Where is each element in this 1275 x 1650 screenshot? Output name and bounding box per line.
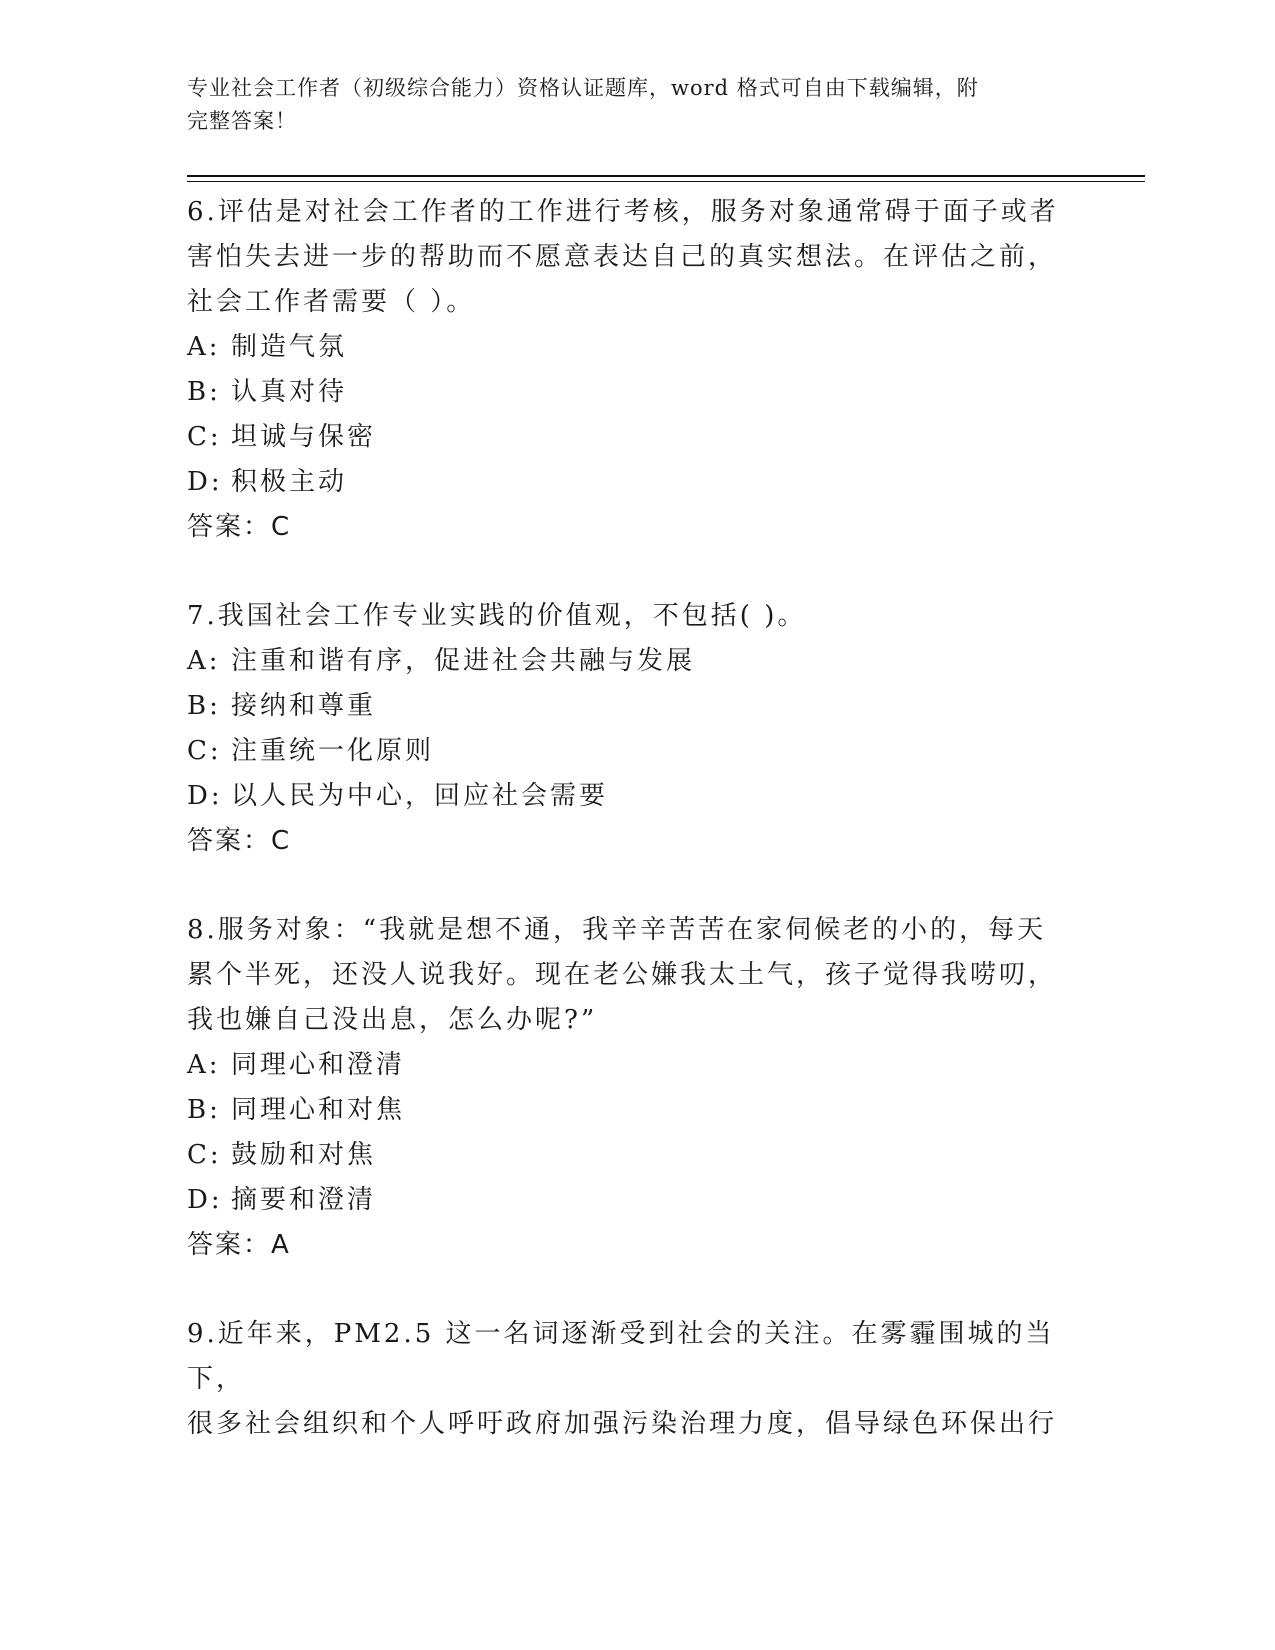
answer-line: 答案：C (187, 512, 292, 542)
question-6 (187, 190, 1087, 550)
option-d (187, 1178, 1087, 1223)
option-b (187, 684, 1087, 729)
option-letter: B: (187, 691, 221, 721)
option-letter: B: (187, 1095, 221, 1125)
option-c (187, 729, 1087, 774)
option-text: 同理心和对焦 (231, 1095, 406, 1125)
option-text: 同理心和澄清 (231, 1050, 406, 1080)
option-a (187, 639, 1087, 684)
question-stem-line: 累个半死，还没人说我好。现在老公嫌我太土气，孩子觉得我唠叨， (187, 960, 1058, 990)
question-stem-line: 6.评估是对社会工作者的工作进行考核，服务对象通常碍于面子或者 (187, 197, 1059, 227)
header-line-2: 完整答案！ (187, 109, 297, 133)
option-b (187, 1088, 1087, 1133)
page-header (187, 72, 1067, 138)
option-a (187, 1043, 1087, 1088)
question-9 (187, 1312, 1087, 1447)
question-7 (187, 594, 1087, 864)
question-stem-line: 7.我国社会工作专业实践的价值观，不包括( )。 (187, 601, 807, 631)
option-text: 认真对待 (231, 377, 348, 407)
option-letter: C: (187, 1140, 222, 1170)
header-line-1: 专业社会工作者（初级综合能力）资格认证题库，word 格式可自由下载编辑，附 (187, 76, 979, 100)
answer-line: 答案：A (187, 1230, 291, 1260)
option-text: 制造气氛 (231, 332, 348, 362)
option-letter: A: (187, 332, 221, 362)
option-letter: B: (187, 377, 221, 407)
option-letter: D: (187, 1185, 223, 1215)
option-letter: D: (187, 467, 223, 497)
option-letter: D: (187, 781, 223, 811)
option-d (187, 460, 1087, 505)
option-text: 注重统一化原则 (231, 736, 435, 766)
option-d (187, 774, 1087, 819)
option-text: 坦诚与保密 (231, 422, 377, 452)
option-c (187, 1133, 1087, 1178)
option-letter: A: (187, 646, 221, 676)
header-divider-thick (187, 175, 1145, 177)
option-letter: A: (187, 1050, 221, 1080)
option-letter: C: (187, 736, 222, 766)
question-stem-line: 9.近年来，PM2.5 这一名词逐渐受到社会的关注。在雾霾围城的当下， (187, 1319, 1055, 1394)
option-text: 积极主动 (231, 467, 348, 497)
question-list (187, 190, 1087, 1491)
question-stem-line: 我也嫌自己没出息，怎么办呢?” (187, 1005, 598, 1035)
option-text: 以人民为中心，回应社会需要 (231, 781, 609, 811)
option-text: 注重和谐有序，促进社会共融与发展 (231, 646, 696, 676)
option-a (187, 325, 1087, 370)
question-stem-line: 很多社会组织和个人呼吁政府加强污染治理力度，倡导绿色环保出行 (187, 1409, 1058, 1439)
question-stem-line: 害怕失去进一步的帮助而不愿意表达自己的真实想法。在评估之前， (187, 242, 1058, 272)
question-stem-line: 8.服务对象：“我就是想不通，我辛辛苦苦在家伺候老的小的，每天 (187, 915, 1047, 945)
question-8 (187, 908, 1087, 1268)
answer-line: 答案：C (187, 826, 292, 856)
header-divider-thin (187, 181, 1145, 182)
option-letter: C: (187, 422, 222, 452)
option-text: 接纳和尊重 (231, 691, 377, 721)
option-b (187, 370, 1087, 415)
option-text: 摘要和澄清 (231, 1185, 377, 1215)
option-c (187, 415, 1087, 460)
question-stem-line: 社会工作者需要（ ）。 (187, 287, 476, 317)
option-text: 鼓励和对焦 (231, 1140, 377, 1170)
